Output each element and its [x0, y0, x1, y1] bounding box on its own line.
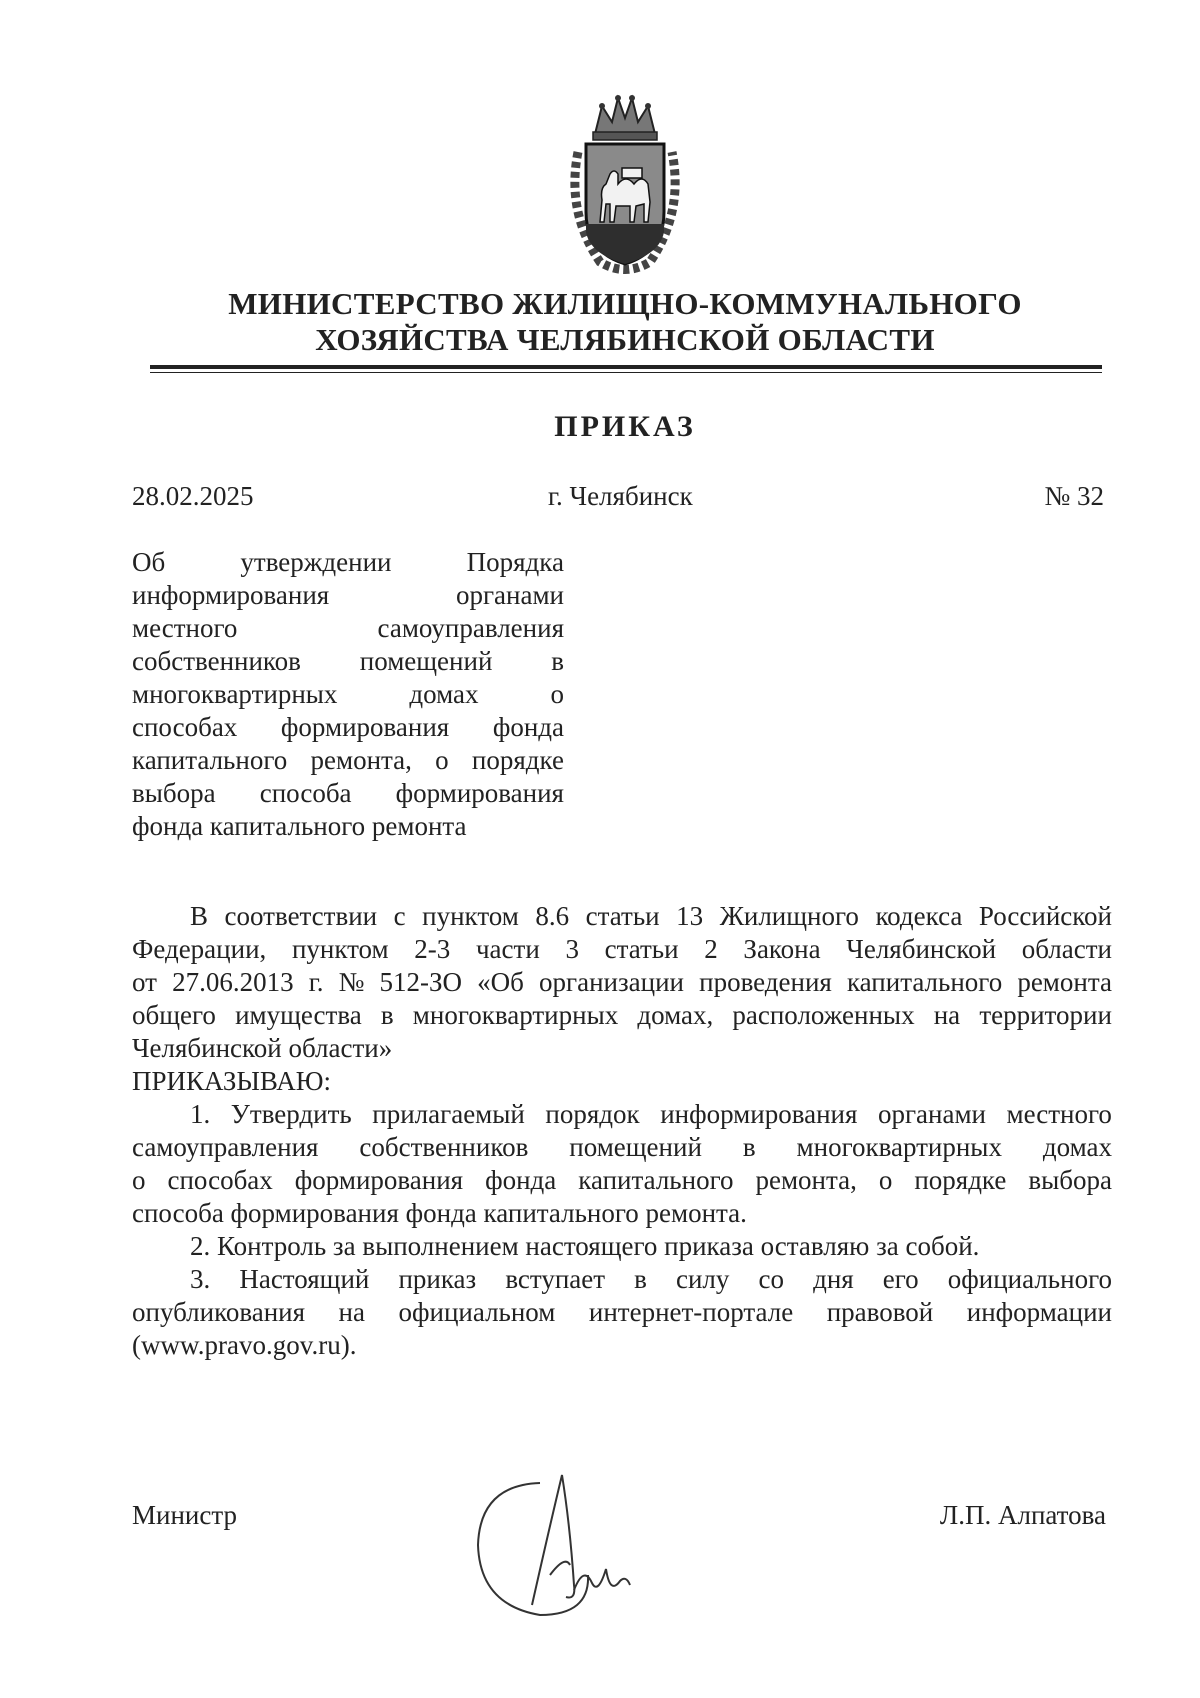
body-word: В [190, 901, 209, 931]
body-word: способа формирования фонда капитального ремонта. [132, 1198, 747, 1228]
body-line [190, 1098, 1112, 1131]
body-word: домах [1042, 1132, 1112, 1162]
body-word: области [1021, 934, 1112, 964]
body-word: многоквартирных [796, 1132, 1002, 1162]
body-word: Закона [743, 934, 821, 964]
document-type-title: ПРИКАЗ [554, 410, 696, 443]
body-word: его [882, 1264, 919, 1294]
subject-word: информирования [132, 580, 330, 610]
body-line [132, 966, 1112, 999]
body-word: помещений [569, 1132, 702, 1162]
subject-word: местного [132, 613, 238, 643]
body-word: 2 [704, 934, 718, 964]
subject-line [132, 810, 564, 843]
body-word: Челябинской [846, 934, 997, 964]
subject-word: капитального [132, 745, 288, 775]
body-word: домах, [637, 1000, 714, 1030]
body-word: 8.6 [535, 901, 570, 931]
subject-word: Порядка [466, 547, 564, 577]
subject-word: Об [132, 547, 166, 577]
body-line[interactable] [132, 1329, 1112, 1362]
body-word: Утвердить [230, 1099, 352, 1129]
body-word: 2-3 [414, 934, 451, 964]
document-city: г. Челябинск [548, 481, 693, 511]
body-word: Федерации, [132, 934, 267, 964]
body-line [190, 1230, 1112, 1263]
body-word: 13 [676, 901, 704, 931]
signatory-name: Л.П. Алпатова [939, 1500, 1106, 1530]
body-word: Российской [978, 901, 1112, 931]
body-word: способах [167, 1165, 273, 1195]
subject-line [132, 744, 564, 777]
body-word: в [380, 1000, 394, 1030]
body-word: вступает [505, 1264, 606, 1294]
body-line [190, 900, 1112, 933]
body-line [132, 933, 1112, 966]
body-word: на [933, 1000, 961, 1030]
subject-line [132, 678, 564, 711]
ministry-name-line-1: МИНИСТЕРСТВО ЖИЛИЩНО-КОММУНАЛЬНОГО [228, 286, 1022, 321]
body-word: в [742, 1132, 756, 1162]
body-word: капитального [578, 1165, 734, 1195]
body-word: (www.pravo.gov.ru). [132, 1330, 357, 1360]
body-word: статьи [585, 901, 660, 931]
body-word: пунктом [422, 901, 519, 931]
body-word: территории [979, 1000, 1112, 1030]
body-word: проведения [699, 967, 832, 997]
subject-word: в [551, 646, 564, 676]
body-word: силу [675, 1264, 730, 1294]
body-word: имущества [235, 1000, 362, 1030]
body-word: дня [813, 1264, 854, 1294]
subject-word: многоквартирных [132, 679, 338, 709]
subject-word: порядке [471, 745, 564, 775]
ministry-name-line-2: ХОЗЯЙСТВА ЧЕЛЯБИНСКОЙ ОБЛАСТИ [315, 322, 935, 357]
body-word: ремонта, [755, 1165, 857, 1195]
body-word: статьи [604, 934, 679, 964]
body-line [132, 1296, 1112, 1329]
subject-word: формирования [395, 778, 564, 808]
body-word: ПРИКАЗЫВАЮ: [132, 1066, 331, 1096]
body-word: формирования [294, 1165, 464, 1195]
body-word: капитального [846, 967, 1003, 997]
subject-word: органами [455, 580, 564, 610]
body-word: интернет-портале [588, 1297, 794, 1327]
document-subject [132, 546, 564, 843]
subject-word: самоуправления [377, 613, 564, 643]
subject-word: о [435, 745, 449, 775]
subject-line [132, 711, 564, 744]
signatory-title: Министр [132, 1500, 237, 1530]
body-word: части [475, 934, 540, 964]
body-word: г. [308, 967, 324, 997]
subject-word: формирования [280, 712, 450, 742]
body-word: выбора [1028, 1165, 1112, 1195]
body-word: Жилищного [719, 901, 859, 931]
body-line [132, 1164, 1112, 1197]
subject-line [132, 777, 564, 810]
body-word: официальном [398, 1297, 556, 1327]
body-word: информирования [660, 1099, 858, 1129]
body-word: прилагаемый [372, 1099, 525, 1129]
subject-word: фонда капитального ремонта [132, 811, 467, 841]
body-word: 3. [190, 1264, 211, 1294]
subject-word: домах [409, 679, 479, 709]
body-word: пунктом [291, 934, 389, 964]
subject-word: выбора [132, 778, 216, 808]
body-word: фонда [485, 1165, 557, 1195]
body-word: № [338, 967, 365, 997]
body-word: приказ [398, 1264, 477, 1294]
body-word: 27.06.2013 [172, 967, 294, 997]
body-word: на [338, 1297, 365, 1327]
body-line [132, 1197, 1112, 1230]
body-word: о [132, 1165, 146, 1195]
subject-word: способа [259, 778, 352, 808]
document-number: № 32 [1044, 481, 1104, 511]
subject-word: фонда [492, 712, 564, 742]
body-word: порядке [914, 1165, 1007, 1195]
body-word: порядок [545, 1099, 640, 1129]
subject-line [132, 612, 564, 645]
body-word: Настоящий [239, 1264, 370, 1294]
body-word: со [758, 1264, 784, 1294]
subject-word: способах [132, 712, 238, 742]
subject-word: утверждении [240, 547, 392, 577]
header-divider-thick [150, 365, 1102, 369]
body-word: организации [539, 967, 684, 997]
body-line [132, 999, 1112, 1032]
subject-word: ремонта, [310, 745, 412, 775]
body-word: «Об [477, 967, 524, 997]
coat-of-arms-emblem [560, 92, 690, 282]
body-word: информации [966, 1297, 1112, 1327]
body-word: общего [132, 1000, 216, 1030]
body-word: местного [1006, 1099, 1112, 1129]
body-line [132, 1131, 1112, 1164]
subject-line [132, 645, 564, 678]
body-line [132, 1032, 1112, 1065]
body-word: многоквартирных [412, 1000, 619, 1030]
body-word: от [132, 967, 157, 997]
body-line [190, 1263, 1112, 1296]
body-word: опубликования [132, 1297, 306, 1327]
body-word: в [634, 1264, 647, 1294]
body-word: соответствии [224, 901, 378, 931]
document-date: 28.02.2025 [132, 481, 254, 511]
body-word: 1. [190, 1099, 211, 1129]
subject-word: собственников [132, 646, 301, 676]
subject-word: о [550, 679, 564, 709]
header-divider-thin [150, 372, 1102, 373]
body-word: расположенных [732, 1000, 915, 1030]
body-word: с [393, 901, 406, 931]
body-line [132, 1065, 1112, 1098]
body-word: о [878, 1165, 893, 1195]
body-word: ремонта [1017, 967, 1112, 997]
subject-word: помещений [359, 646, 493, 676]
subject-line [132, 579, 564, 612]
body-word: 512-ЗО [379, 967, 463, 997]
body-word: собственников [359, 1132, 529, 1162]
body-word: кодекса [875, 901, 963, 931]
body-word: официального [947, 1264, 1112, 1294]
body-word: правовой [826, 1297, 934, 1327]
body-word: 3 [565, 934, 579, 964]
body-word: органами [877, 1099, 986, 1129]
subject-line [132, 546, 564, 579]
body-word: самоуправления [132, 1132, 319, 1162]
body-word: 2. Контроль за выполнением настоящего приказа оставляю за собой. [190, 1231, 980, 1261]
body-word: Челябинской области» [132, 1033, 393, 1063]
handwritten-signature [470, 1465, 650, 1630]
